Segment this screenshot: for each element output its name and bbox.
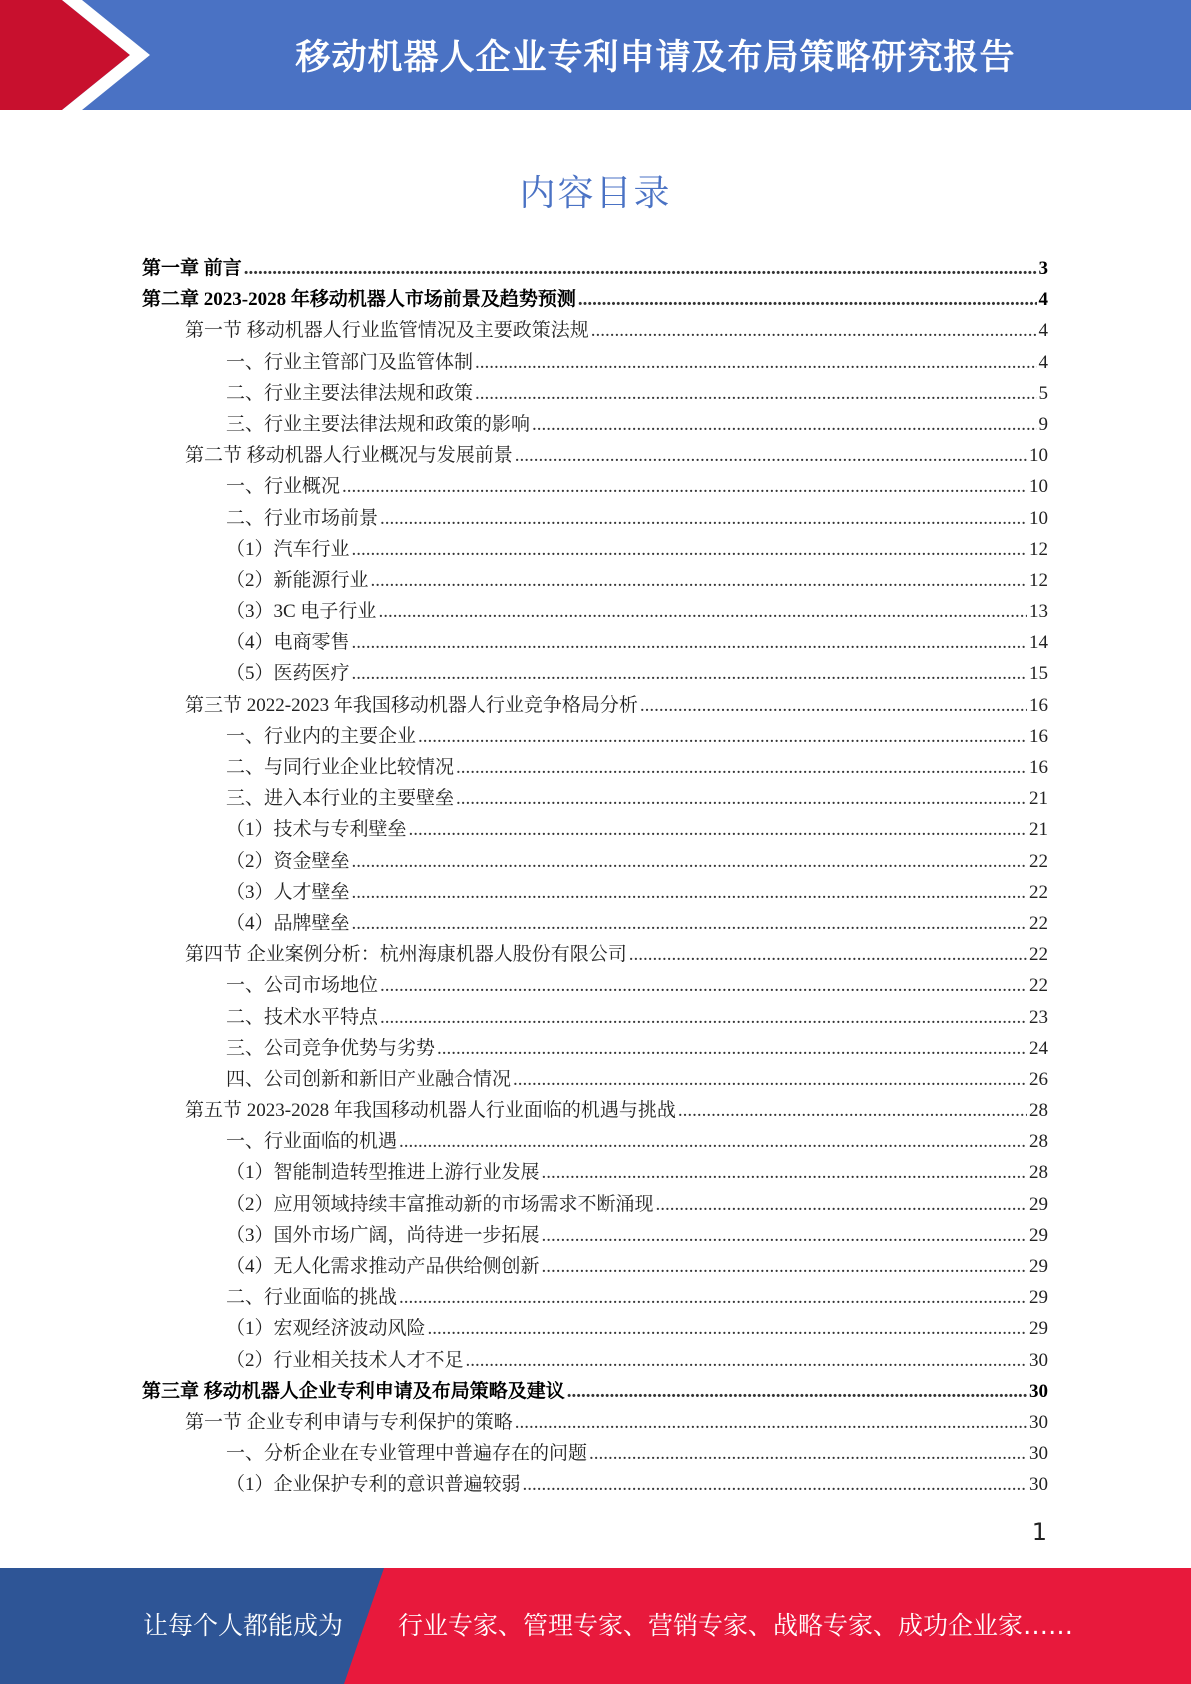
toc-entry[interactable] <box>142 1189 1048 1220</box>
toc-entry-title: （3）国外市场广阔，尚待进一步拓展 <box>226 1224 540 1246</box>
toc-entry[interactable] <box>142 658 1048 689</box>
toc-leader-dots <box>399 1282 1027 1313</box>
toc-leader-dots <box>515 1407 1027 1438</box>
toc-entry-page: 4 <box>1038 289 1048 311</box>
toc-entry[interactable] <box>142 939 1048 970</box>
toc-entry-title: 第三章 移动机器人企业专利申请及布局策略及建议 <box>142 1380 565 1402</box>
toc-entry[interactable] <box>142 253 1048 284</box>
toc-leader-dots <box>399 1126 1027 1157</box>
toc-leader-dots <box>456 752 1027 783</box>
footer-banner <box>0 1568 1191 1684</box>
report-title <box>160 0 1191 110</box>
toc-entry-page: 16 <box>1029 694 1048 716</box>
toc-entry-page: 29 <box>1029 1193 1048 1215</box>
footer-slogan-right: 行业专家、管理专家、营销专家、战略专家、成功企业家…… <box>398 1611 1074 1640</box>
toc-entry-title: 第四节 企业案例分析：杭州海康机器人股份有限公司 <box>185 944 627 966</box>
toc-entry[interactable] <box>142 440 1048 471</box>
toc-leader-dots <box>591 315 1037 346</box>
toc-entry-page: 29 <box>1029 1256 1048 1277</box>
toc-entry-page: 9 <box>1038 413 1048 435</box>
toc-entry[interactable] <box>142 1438 1048 1469</box>
toc-entry[interactable] <box>142 1095 1048 1126</box>
toc-leader-dots <box>380 970 1027 1001</box>
toc-leader-dots <box>589 1438 1027 1469</box>
toc-entry-title: 一、行业主管部门及监管体制 <box>226 351 474 373</box>
toc-entry-page: 30 <box>1029 1380 1048 1402</box>
toc-leader-dots <box>629 939 1027 970</box>
toc-leader-dots <box>352 846 1027 877</box>
toc-leader-dots <box>352 627 1027 658</box>
toc-entry-title: 四、公司创新和新旧产业融合情况 <box>226 1068 512 1090</box>
toc-entry-page: 28 <box>1029 1131 1048 1153</box>
toc-entry-title: （1）智能制造转型推进上游行业发展 <box>226 1162 540 1184</box>
toc-entry-title: （4）电商零售 <box>226 632 350 654</box>
toc-entry-title: 第一章 前言 <box>142 258 242 279</box>
toc-entry-title: 二、行业主要法律法规和政策 <box>226 382 474 404</box>
toc-entry-title: （2）行业相关技术人才不足 <box>226 1349 464 1371</box>
toc-entry-page: 12 <box>1029 538 1048 560</box>
header-arrow-decoration <box>0 0 160 110</box>
toc-entry-page: 22 <box>1029 850 1048 872</box>
toc-leader-dots <box>466 1345 1027 1376</box>
toc-entry-page: 13 <box>1029 601 1048 623</box>
toc-leader-dots <box>515 440 1027 471</box>
page-number: 1 <box>1031 1518 1047 1546</box>
toc-entry-page: 5 <box>1038 382 1048 404</box>
toc-entry[interactable] <box>142 1345 1048 1376</box>
toc-entry-page: 29 <box>1029 1287 1048 1309</box>
toc-entry-title: （1）宏观经济波动风险 <box>226 1318 426 1340</box>
toc-entry[interactable] <box>142 471 1048 502</box>
toc-leader-dots <box>371 565 1027 596</box>
toc-entry[interactable] <box>142 1002 1048 1033</box>
toc-entry[interactable] <box>142 315 1048 346</box>
footer-slogan-left: 让每个人都能成为 <box>143 1611 344 1640</box>
toc-entry[interactable] <box>142 690 1048 721</box>
toc-entry-page: 10 <box>1029 445 1048 467</box>
toc-heading: 内容目录 <box>519 173 672 214</box>
toc-entry-page: 15 <box>1029 663 1048 685</box>
toc-entry[interactable] <box>142 846 1048 877</box>
toc-leader-dots <box>244 253 1037 284</box>
toc-entry-title: 第二章 2023-2028 年移动机器人市场前景及趋势预测 <box>142 289 576 311</box>
toc-leader-dots <box>409 814 1027 845</box>
toc-entry[interactable] <box>142 877 1048 908</box>
toc-entry-title: （2）资金壁垒 <box>226 850 350 872</box>
toc-leader-dots <box>475 347 1036 378</box>
toc-leader-dots <box>523 1469 1027 1500</box>
toc-entry-page: 22 <box>1029 944 1048 966</box>
toc-entry-page: 16 <box>1029 757 1048 778</box>
toc-entry-title: 三、行业主要法律法规和政策的影响 <box>226 413 531 435</box>
toc-entry[interactable] <box>142 1220 1048 1251</box>
toc-entry[interactable] <box>142 721 1048 752</box>
toc-entry-page: 21 <box>1029 819 1048 841</box>
toc-entry-page: 21 <box>1029 788 1048 810</box>
toc-entry-page: 29 <box>1029 1318 1048 1340</box>
toc-entry[interactable] <box>142 1251 1048 1282</box>
toc-entry[interactable] <box>142 284 1048 315</box>
toc-entry-title: 一、公司市场地位 <box>226 975 379 997</box>
toc-entry[interactable] <box>142 503 1048 534</box>
toc-entry[interactable] <box>142 1469 1048 1500</box>
toc-entry[interactable] <box>142 1313 1048 1344</box>
toc-entry[interactable] <box>142 1126 1048 1157</box>
toc-entry-title: （4）无人化需求推动产品供给侧创新 <box>226 1256 540 1277</box>
toc-entry-page: 22 <box>1029 912 1048 934</box>
toc-entry[interactable] <box>142 814 1048 845</box>
toc-entry-title: 第二节 移动机器人行业概况与发展前景 <box>185 445 513 467</box>
toc-entry-title: （1）汽车行业 <box>226 538 350 560</box>
toc-leader-dots <box>542 1157 1027 1188</box>
toc-entry-page: 12 <box>1029 569 1048 591</box>
toc-entry-title: 第一节 企业专利申请与专利保护的策略 <box>185 1411 513 1433</box>
toc-entry-page: 14 <box>1029 632 1048 654</box>
toc-entry[interactable] <box>142 409 1048 440</box>
toc-entry-title: （4）品牌壁垒 <box>226 912 350 934</box>
toc-entry-page: 4 <box>1038 320 1048 342</box>
toc-leader-dots <box>342 471 1027 502</box>
toc-entry-title: 一、分析企业在专业管理中普遍存在的问题 <box>226 1443 588 1465</box>
toc-entry[interactable] <box>142 1064 1048 1095</box>
toc-leader-dots <box>428 1313 1027 1344</box>
toc-entry-title: 第三节 2022-2023 年我国移动机器人行业竞争格局分析 <box>185 694 638 716</box>
toc-leader-dots <box>640 690 1027 721</box>
toc-leader-dots <box>578 284 1037 315</box>
toc-entry-page: 26 <box>1029 1068 1048 1090</box>
toc-entry-page: 30 <box>1029 1349 1048 1371</box>
toc-entry[interactable] <box>142 534 1048 565</box>
toc-entry[interactable] <box>142 378 1048 409</box>
toc-entry[interactable] <box>142 627 1048 658</box>
toc-entry[interactable] <box>142 1157 1048 1188</box>
toc-leader-dots <box>380 503 1027 534</box>
toc-entry[interactable] <box>142 596 1048 627</box>
toc-leader-dots <box>437 1033 1027 1064</box>
toc-entry-title: 一、行业面临的机遇 <box>226 1131 398 1153</box>
toc-leader-dots <box>352 534 1027 565</box>
toc-leader-dots <box>380 1002 1027 1033</box>
toc-entry-page: 22 <box>1029 975 1048 997</box>
toc-entry-page: 28 <box>1029 1162 1048 1184</box>
toc-entry-page: 4 <box>1038 351 1048 373</box>
toc-leader-dots <box>678 1095 1027 1126</box>
toc-entry-page: 24 <box>1029 1037 1048 1059</box>
toc-entry-title: 一、行业内的主要企业 <box>226 725 417 747</box>
toc-leader-dots <box>352 877 1027 908</box>
toc-entry[interactable] <box>142 565 1048 596</box>
toc-entry-page: 28 <box>1029 1100 1048 1122</box>
table-of-contents <box>142 253 1048 1501</box>
toc-entry[interactable] <box>142 1376 1048 1407</box>
toc-leader-dots <box>567 1376 1027 1407</box>
toc-entry-title: （1）企业保护专利的意识普遍较弱 <box>226 1474 521 1496</box>
toc-entry[interactable] <box>142 752 1048 783</box>
toc-entry-page: 16 <box>1029 725 1048 747</box>
toc-entry-page: 23 <box>1029 1006 1048 1028</box>
toc-entry-title: 二、行业面临的挑战 <box>226 1287 398 1309</box>
toc-entry-title: 二、行业市场前景 <box>226 507 379 529</box>
toc-entry-page: 3 <box>1038 258 1048 279</box>
toc-entry[interactable] <box>142 783 1048 814</box>
toc-leader-dots <box>352 658 1027 689</box>
toc-entry-title: 第一节 移动机器人行业监管情况及主要政策法规 <box>185 320 589 342</box>
toc-entry[interactable] <box>142 347 1048 378</box>
toc-entry-title: （2）新能源行业 <box>226 569 369 591</box>
toc-leader-dots <box>513 1064 1027 1095</box>
toc-entry-title: （1）技术与专利壁垒 <box>226 819 407 841</box>
toc-entry[interactable] <box>142 1033 1048 1064</box>
toc-entry-title: 二、与同行业企业比较情况 <box>226 757 455 778</box>
toc-leader-dots <box>378 596 1027 627</box>
toc-entry-page: 10 <box>1029 507 1048 529</box>
toc-leader-dots <box>542 1220 1027 1251</box>
toc-leader-dots <box>542 1251 1027 1282</box>
toc-entry-page: 10 <box>1029 476 1048 498</box>
toc-entry-title: 二、技术水平特点 <box>226 1006 379 1028</box>
toc-entry-title: （3）3C 电子行业 <box>226 601 377 623</box>
toc-entry-page: 22 <box>1029 881 1048 903</box>
toc-entry[interactable] <box>142 970 1048 1001</box>
toc-entry[interactable] <box>142 1282 1048 1313</box>
toc-leader-dots <box>418 721 1027 752</box>
header-banner <box>0 0 1191 110</box>
toc-entry-title: 三、公司竞争优势与劣势 <box>226 1037 436 1059</box>
report-title-text: 移动机器人企业专利申请及布局策略研究报告 <box>295 38 1016 78</box>
toc-entry-title: （3）人才壁垒 <box>226 881 350 903</box>
toc-entry-title: 一、行业概况 <box>226 476 341 498</box>
toc-leader-dots <box>532 409 1036 440</box>
toc-entry-page: 30 <box>1029 1411 1048 1433</box>
toc-entry-title: （2）应用领域持续丰富推动新的市场需求不断涌现 <box>226 1193 654 1215</box>
toc-entry[interactable] <box>142 908 1048 939</box>
toc-leader-dots <box>352 908 1027 939</box>
toc-leader-dots <box>656 1189 1027 1220</box>
toc-entry-title: 三、进入本行业的主要壁垒 <box>226 788 455 810</box>
toc-leader-dots <box>456 783 1027 814</box>
toc-entry-page: 30 <box>1029 1443 1048 1465</box>
toc-entry-page: 29 <box>1029 1224 1048 1246</box>
toc-entry-page: 30 <box>1029 1474 1048 1496</box>
toc-entry-title: 第五节 2023-2028 年我国移动机器人行业面临的机遇与挑战 <box>185 1100 676 1122</box>
toc-leader-dots <box>475 378 1036 409</box>
toc-entry-title: （5）医药医疗 <box>226 663 350 685</box>
toc-entry[interactable] <box>142 1407 1048 1438</box>
